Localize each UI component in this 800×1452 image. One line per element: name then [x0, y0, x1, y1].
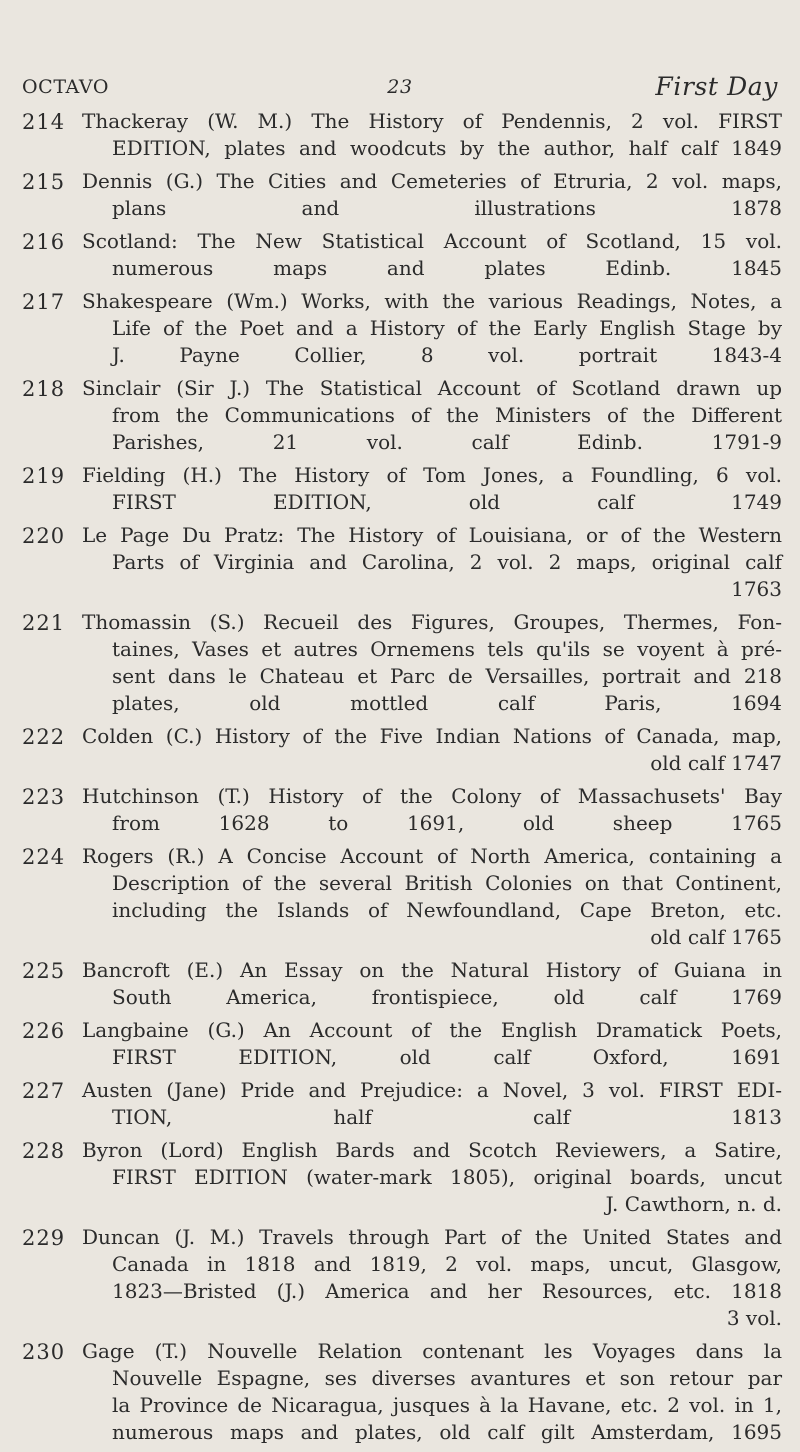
lot-number: 215 — [22, 170, 66, 194]
description-line: Sinclair (Sir J.) The Statistical Account of Scotland drawn up — [82, 376, 782, 400]
lot-number: 223 — [22, 785, 66, 809]
description-line: Parts of Virginia and Carolina, 2 vol. 2 maps, original calf — [112, 550, 782, 574]
description-line: Hutchinson (T.) History of the Colony of Massachusets' Bay — [82, 784, 782, 808]
lot-number: 224 — [22, 845, 66, 869]
description-line: old calf 1747 — [650, 751, 782, 775]
description-line: including the Islands of Newfoundland, Cape Breton, etc. — [112, 898, 782, 922]
description-line: 1763 — [731, 577, 782, 601]
lot-number: 226 — [22, 1019, 66, 1043]
description-line: Colden (C.) History of the Five Indian Nations of Canada, map, — [82, 724, 782, 748]
lot-entry — [22, 1137, 782, 1218]
description-line: sent dans le Chateau et Parc de Versailles, portrait and 218 — [112, 664, 782, 688]
lot-entry — [22, 462, 782, 516]
lot-description — [82, 1077, 782, 1131]
description-line: Duncan (J. M.) Travels through Part of the United States and — [82, 1225, 782, 1249]
description-line: from 1628 to 1691, old sheep 1765 — [112, 811, 782, 835]
description-line: numerous maps and plates, old calf gilt Amsterdam, 1695 — [112, 1420, 782, 1444]
lot-number: 217 — [22, 290, 66, 314]
lot-description — [82, 1137, 782, 1218]
lot-description — [82, 1017, 782, 1071]
description-line: Austen (Jane) Pride and Prejudice: a Novel, 3 vol. FIRST EDI- — [82, 1078, 782, 1102]
lot-number: 216 — [22, 230, 66, 254]
description-line: South America, frontispiece, old calf 1769 — [112, 985, 782, 1009]
lot-description — [82, 609, 782, 717]
description-line: Bancroft (E.) An Essay on the Natural History of Guiana in — [82, 958, 782, 982]
lot-description — [82, 783, 782, 837]
description-line: TION, half calf 1813 — [112, 1105, 782, 1129]
description-line: Scotland: The New Statistical Account of Scotland, 15 vol. — [82, 229, 782, 253]
lot-number: 214 — [22, 110, 66, 134]
description-line: from the Communications of the Ministers of the Different — [112, 403, 782, 427]
lot-entry — [22, 288, 782, 369]
description-line: Parishes, 21 vol. calf Edinb. 1791-9 — [112, 430, 782, 454]
description-line: Life of the Poet and a History of the Early English Stage by — [112, 316, 782, 340]
description-line: Dennis (G.) The Cities and Cemeteries of Etruria, 2 vol. maps, — [82, 169, 782, 193]
lot-description — [82, 108, 782, 162]
lot-number: 227 — [22, 1079, 66, 1103]
description-line: Thackeray (W. M.) The History of Pendennis, 2 vol. FIRST — [82, 109, 782, 133]
lot-description — [82, 462, 782, 516]
lot-entry — [22, 1224, 782, 1332]
lot-number: 219 — [22, 464, 66, 488]
lot-entry — [22, 168, 782, 222]
description-line: FIRST EDITION (water-mark 1805), original boards, uncut — [112, 1165, 782, 1189]
description-line: Thomassin (S.) Recueil des Figures, Groupes, Thermes, Fon- — [82, 610, 782, 634]
description-line: Byron (Lord) English Bards and Scotch Reviewers, a Satire, — [82, 1138, 782, 1162]
lot-number: 229 — [22, 1226, 66, 1250]
lot-description — [82, 168, 782, 222]
description-line: taines, Vases et autres Ornemens tels qu'ils se voyent à pré- — [112, 637, 782, 661]
description-line: 1823—Bristed (J.) America and her Resources, etc. 1818 — [112, 1279, 782, 1303]
lot-description — [82, 723, 782, 777]
lot-description — [82, 957, 782, 1011]
lot-entry — [22, 522, 782, 603]
lot-description — [82, 1224, 782, 1332]
description-line: old calf 1765 — [650, 925, 782, 949]
lot-entry — [22, 108, 782, 162]
lot-description — [82, 288, 782, 369]
lot-entry — [22, 723, 782, 777]
lot-description — [82, 843, 782, 951]
lot-entry — [22, 957, 782, 1011]
description-line: Nouvelle Espagne, ses diverses avantures et son retour par — [112, 1366, 782, 1390]
description-line: Rogers (R.) A Concise Account of North America, containing a — [82, 844, 782, 868]
description-line: FIRST EDITION, old calf Oxford, 1691 — [112, 1045, 782, 1069]
description-line: Description of the several British Colonies on that Continent, — [112, 871, 782, 895]
header-format: OCTAVO — [22, 76, 110, 98]
lot-entry — [22, 375, 782, 456]
lot-description — [82, 522, 782, 603]
lot-entry — [22, 1338, 782, 1446]
lot-number: 220 — [22, 524, 66, 548]
description-line: Langbaine (G.) An Account of the English Dramatick Poets, — [82, 1018, 782, 1042]
lot-number: 230 — [22, 1340, 66, 1364]
lot-entry — [22, 1017, 782, 1071]
header-sale-day: First Day — [655, 72, 778, 101]
lot-entry — [22, 783, 782, 837]
lot-description — [82, 1338, 782, 1446]
description-line: Shakespeare (Wm.) Works, with the various Readings, Notes, a — [82, 289, 782, 313]
description-line: EDITION, plates and woodcuts by the author, half calf 1849 — [112, 136, 782, 160]
lot-entry — [22, 843, 782, 951]
description-line: plates, old mottled calf Paris, 1694 — [112, 691, 782, 715]
page-header — [22, 72, 778, 104]
description-line: FIRST EDITION, old calf 1749 — [112, 490, 782, 514]
description-line: numerous maps and plates Edinb. 1845 — [112, 256, 782, 280]
lot-description — [82, 375, 782, 456]
lot-number: 225 — [22, 959, 66, 983]
description-line: Fielding (H.) The History of Tom Jones, a Foundling, 6 vol. — [82, 463, 782, 487]
description-line: 3 vol. — [726, 1306, 782, 1330]
lot-entry — [22, 609, 782, 717]
lot-list — [22, 108, 782, 1452]
description-line: la Province de Nicaragua, jusques à la Havane, etc. 2 vol. in 1, — [112, 1393, 782, 1417]
lot-number: 222 — [22, 725, 66, 749]
page-number: 23 — [387, 76, 413, 98]
lot-number: 218 — [22, 377, 66, 401]
description-line: Canada in 1818 and 1819, 2 vol. maps, uncut, Glasgow, — [112, 1252, 782, 1276]
lot-number: 228 — [22, 1139, 66, 1163]
description-line: plans and illustrations 1878 — [112, 196, 782, 220]
description-line: J. Payne Collier, 8 vol. portrait 1843-4 — [112, 343, 782, 367]
lot-description — [82, 228, 782, 282]
lot-entry — [22, 228, 782, 282]
description-line: Le Page Du Pratz: The History of Louisiana, or of the Western — [82, 523, 782, 547]
lot-entry — [22, 1077, 782, 1131]
description-line: J. Cawthorn, n. d. — [605, 1192, 782, 1216]
description-line: Gage (T.) Nouvelle Relation contenant les Voyages dans la — [82, 1339, 782, 1363]
lot-number: 221 — [22, 611, 66, 635]
